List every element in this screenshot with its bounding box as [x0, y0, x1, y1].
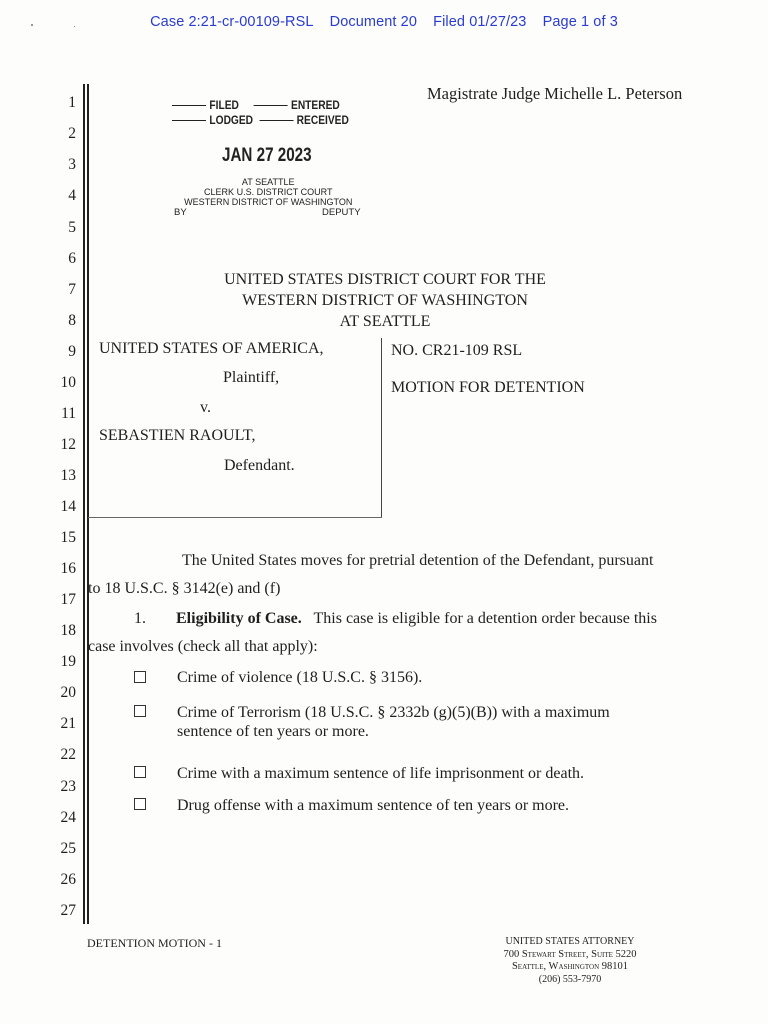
court-location: AT SEATTLE — [339, 313, 431, 330]
defendant-role: Defendant. — [224, 457, 295, 474]
line-number: 10 — [60, 374, 76, 391]
line-number: 2 — [68, 125, 76, 142]
stamp-deputy: DEPUTY — [322, 207, 361, 218]
line-number: 21 — [60, 715, 76, 732]
stamp-entered: ENTERED — [291, 98, 340, 112]
assigned-judge: Magistrate Judge Michelle L. Peterson — [427, 84, 683, 103]
stamp-at-seattle: AT SEATTLE — [241, 177, 295, 188]
footer-city: Seattle, Washington 98101 — [511, 961, 629, 972]
caption-bottom-rule — [88, 517, 382, 518]
document-number-header: Document 20 — [329, 14, 417, 30]
line-number: 17 — [60, 591, 76, 608]
checklist-item-terrorism: Crime of Terrorism (18 U.S.C. § 2332b (g)(5)(B)) with a maximum — [177, 704, 610, 721]
stamp-blank — [259, 120, 293, 121]
line-number: 4 — [68, 187, 76, 204]
line-number: 3 — [68, 156, 76, 173]
plaintiff-name: UNITED STATES OF AMERICA, — [99, 340, 324, 357]
plaintiff-role: Plaintiff, — [223, 369, 280, 386]
filed-date-header: Filed 01/27/23 — [433, 14, 527, 30]
line-number: 22 — [60, 746, 76, 763]
stamp-by: BY — [174, 207, 187, 218]
line-number: 23 — [60, 778, 76, 795]
line-number: 20 — [60, 684, 76, 701]
stamp-clerk: CLERK U.S. DISTRICT COURT — [203, 187, 333, 198]
footer-phone: (206) 553-7970 — [538, 973, 602, 985]
section-title: Eligibility of Case. — [176, 610, 302, 627]
line-number: 5 — [68, 219, 76, 236]
footer-street: 700 Stewart Street, Suite 5220 — [503, 948, 637, 960]
intro-paragraph-line1: The United States moves for pretrial detention of the Defendant, pursuant — [182, 552, 654, 569]
ecf-header — [0, 14, 768, 30]
line-number: 18 — [60, 622, 76, 639]
left-margin-rule-inner — [87, 84, 89, 924]
caption-divider — [381, 338, 382, 518]
footer-document-title: DETENTION MOTION - 1 — [87, 936, 222, 950]
line-number: 12 — [60, 436, 76, 453]
stamp-lodged: LODGED — [209, 113, 254, 127]
checklist-item-terrorism-line2: sentence of ten years or more. — [177, 723, 369, 740]
case-number-header: Case 2:21-cr-00109-RSL — [150, 14, 314, 30]
checkbox-crime-of-violence[interactable] — [134, 671, 146, 683]
line-number: 1 — [68, 94, 76, 111]
line-number: 8 — [68, 312, 76, 329]
checkbox-drug-offense[interactable] — [134, 798, 146, 810]
checkbox-terrorism[interactable] — [134, 705, 146, 717]
checkbox-life-imprisonment[interactable] — [134, 766, 146, 778]
stamp-date: JAN 27 2023 — [222, 145, 312, 166]
line-number: 11 — [61, 405, 76, 422]
stamp-lodged-row — [172, 113, 349, 127]
checklist-item-drug: Drug offense with a maximum sentence of ten years or more. — [177, 797, 570, 814]
court-name: UNITED STATES DISTRICT COURT FOR THE — [224, 271, 546, 288]
line-number: 27 — [60, 902, 76, 919]
stamp-filed-row — [172, 98, 349, 112]
left-margin-rule-outer — [83, 84, 85, 924]
section-text-line2: case involves (check all that apply): — [88, 638, 318, 655]
footer-office-address — [480, 936, 660, 986]
line-number: 19 — [60, 653, 76, 670]
scan-speck — [31, 24, 33, 26]
line-number: 26 — [60, 871, 76, 888]
section-heading — [134, 610, 657, 628]
line-number: 7 — [68, 281, 76, 298]
line-number: 14 — [60, 498, 76, 515]
line-number: 13 — [60, 467, 76, 484]
line-number: 6 — [68, 250, 76, 267]
line-number: 24 — [60, 809, 76, 826]
court-heading — [150, 269, 620, 332]
stamp-blank — [254, 105, 288, 106]
intro-paragraph-line2: to 18 U.S.C. § 3142(e) and (f) — [88, 580, 281, 597]
section-text: This case is eligible for a detention order because this — [313, 610, 657, 627]
clerk-stamp — [172, 98, 380, 127]
stamp-clerk-block — [178, 178, 368, 208]
footer-office-name: UNITED STATES ATTORNEY — [505, 936, 635, 947]
line-number: 9 — [68, 343, 76, 360]
stamp-blank — [172, 105, 206, 106]
motion-title: MOTION FOR DETENTION — [391, 379, 585, 396]
line-number: 15 — [60, 529, 76, 546]
line-number: 16 — [60, 560, 76, 577]
line-number: 25 — [60, 840, 76, 857]
page-count-header: Page 1 of 3 — [542, 14, 618, 30]
stamp-received: RECEIVED — [296, 113, 349, 127]
defendant-name: SEBASTIEN RAOULT, — [99, 427, 256, 444]
scan-speck — [74, 26, 75, 27]
stamp-district: WESTERN DISTRICT OF WASHINGTON — [184, 197, 353, 208]
section-number: 1. — [134, 610, 146, 627]
stamp-filed: FILED — [209, 98, 239, 112]
court-district: WESTERN DISTRICT OF WASHINGTON — [242, 292, 528, 309]
checklist-item-violence: Crime of violence (18 U.S.C. § 3156). — [177, 669, 423, 686]
case-number: NO. CR21-109 RSL — [391, 342, 523, 359]
checklist-item-life: Crime with a maximum sentence of life imprisonment or death. — [177, 765, 585, 782]
stamp-blank — [172, 120, 206, 121]
versus: v. — [200, 399, 211, 416]
